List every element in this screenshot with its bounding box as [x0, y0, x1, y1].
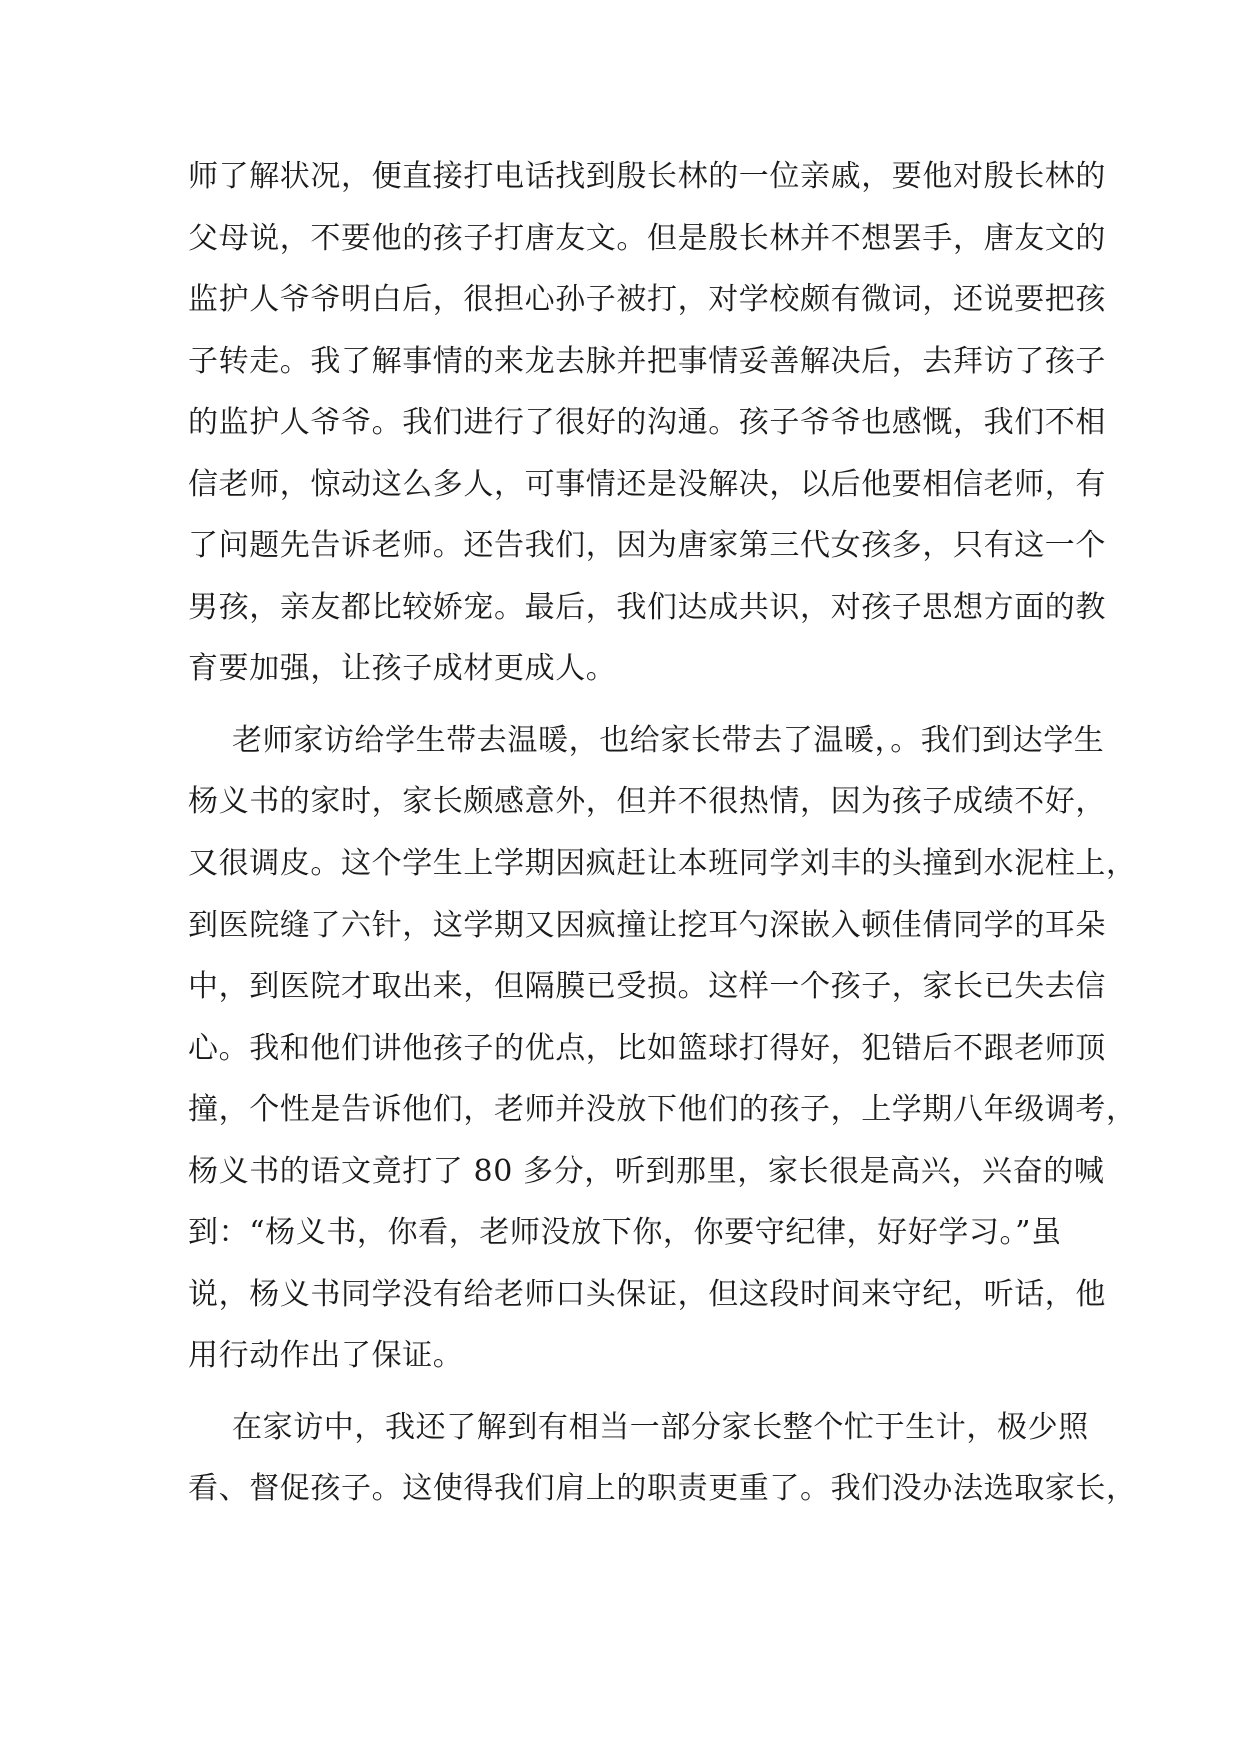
text-line: 了问题先告诉老师。还告我们，因为唐家第三代女孩多，只有这一个: [188, 528, 1106, 564]
text-line: 看、督促孩子。这使得我们肩上的职责更重了。我们没办法选取家长，: [188, 1471, 1137, 1507]
paragraph: [188, 710, 1137, 1387]
text-line: 中，到医院才取出来，但隔膜已受损。这样一个孩子，家长已失去信: [188, 969, 1106, 1005]
paragraph-gap: [188, 1387, 1056, 1397]
text-line: 用行动作出了保证。: [188, 1338, 464, 1374]
document-body: [188, 146, 1137, 1520]
text-line: 在家访中，我还了解到有相当一部分家长整个忙于生计，极少照: [232, 1409, 1089, 1445]
paragraph: [188, 1397, 1137, 1520]
text-line: 的监护人爷爷。我们进行了很好的沟通。孩子爷爷也感慨，我们不相: [188, 405, 1106, 441]
text-line: 信老师，惊动这么多人，可事情还是没解决，以后他要相信老师，有: [188, 466, 1106, 502]
text-line: 老师家访给学生带去温暖，也给家长带去了温暖，。我们到达学生: [232, 722, 1105, 758]
text-line: 说，杨义书同学没有给老师口头保证，但这段时间来守纪，听话，他: [188, 1276, 1106, 1312]
text-line: 到：“杨义书，你看，老师没放下你，你要守纪律，好好学习。”虽: [188, 1215, 1062, 1251]
paragraph: [188, 146, 1106, 700]
text-line: 监护人爷爷明白后，很担心孙子被打，对学校颇有微词，还说要把孩: [188, 282, 1106, 318]
text-line: 师了解状况，便直接打电话找到殷长林的一位亲戚，要他对殷长林的: [188, 159, 1106, 194]
text-line: 杨义书的语文竟打了 80 多分，听到那里，家长很是高兴，兴奋的喊: [188, 1153, 1105, 1189]
text-line: 父母说，不要他的孩子打唐友文。但是殷长林并不想罢手，唐友文的: [188, 220, 1106, 256]
text-line: 心。我和他们讲他孩子的优点，比如篮球打得好，犯错后不跟老师顶: [188, 1030, 1106, 1066]
text-line: 撞，个性是告诉他们，老师并没放下他们的孩子，上学期八年级调考，: [188, 1092, 1137, 1128]
text-line: 子转走。我了解事情的来龙去脉并把事情妥善解决后，去拜访了孩子: [188, 343, 1106, 379]
text-line: 到医院缝了六针，这学期又因疯撞让挖耳勺深嵌入顿佳倩同学的耳朵: [188, 907, 1106, 943]
text-line: 杨义书的家时，家长颇感意外，但并不很热情，因为孩子成绩不好，: [188, 784, 1106, 820]
text-line: 男孩，亲友都比较娇宠。最后，我们达成共识，对孩子思想方面的教: [188, 589, 1106, 625]
text-line: 育要加强，让孩子成材更成人。: [188, 651, 617, 687]
text-line: 又很调皮。这个学生上学期因疯赶让本班同学刘丰的头撞到水泥柱上，: [188, 846, 1137, 882]
paragraph-gap: [188, 700, 1056, 710]
